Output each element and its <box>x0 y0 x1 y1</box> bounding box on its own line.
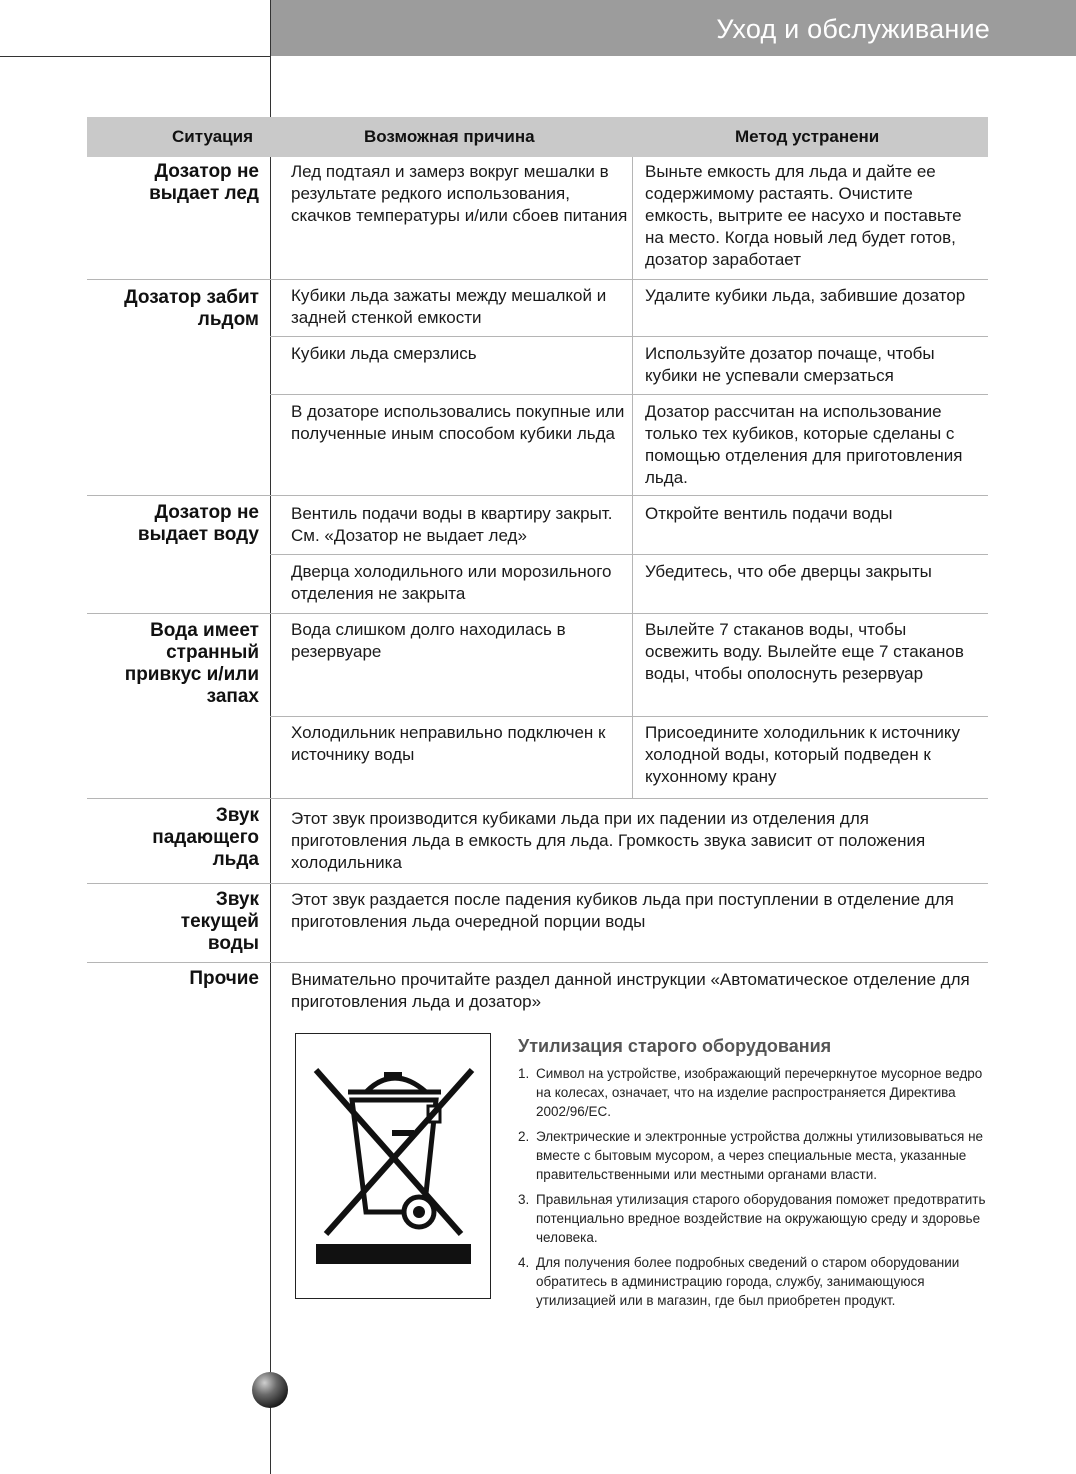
row-cause: Дверца холодильного или морозильного отделения не закрыта <box>291 562 612 603</box>
row-method: Выньте емкость для льда и дайте ее содержимому растаять. Очистите емкость, вытрите ее насухо и поставьте на место. Когда новый лед будет готов, дозатор заработает <box>645 162 962 269</box>
row-cause: В дозаторе использовались покупные или полученные иным способом кубики льда <box>291 402 625 443</box>
row-cause: Лед подтаял и замерз вокруг мешалки в результате редкого использования, скачков температуры и/или сбоев питания <box>291 162 628 225</box>
row-divider <box>87 962 988 963</box>
row-description: Этот звук производится кубиками льда при их падении из отделения для приготовления льда в емкость для льда. Громкость звука зависит от положения холодильника <box>291 809 926 872</box>
column-separator <box>632 157 633 279</box>
row-divider <box>87 883 988 884</box>
column-separator <box>632 279 633 495</box>
table-row <box>87 157 988 279</box>
crossed-out-wheelie-bin-icon <box>296 1034 490 1298</box>
row-method: Вылейте 7 стаканов воды, чтобы освежить воду. Вылейте еще 7 стаканов воды, чтобы ополоснуть резервуар <box>645 620 964 683</box>
table-row <box>87 279 988 495</box>
list-item: 2. Электрические и электронные устройства должны утилизовываться не вместе с бытовым мусором, а через специальные места, указанные правительственными или местными органами власти. <box>518 1129 984 1182</box>
row-situation: Звук текущей воды <box>180 889 259 954</box>
disposal-list <box>518 1064 998 1316</box>
sub-row-divider <box>270 554 988 555</box>
row-method: Присоедините холодильник к источнику холодной воды, который подведен к кухонному крану <box>645 723 960 786</box>
row-cause: Холодильник неправильно подключен к источнику воды <box>291 723 606 764</box>
row-cause: Кубики льда смерзлись <box>291 344 477 363</box>
row-cause: Кубики льда зажаты между мешалкой и задней стенкой емкости <box>291 286 607 327</box>
page-marker-ball <box>252 1372 288 1408</box>
page-section-title: Уход и обслуживание <box>716 14 990 44</box>
row-description: Внимательно прочитайте раздел данной инструкции «Автоматическое отделение для приготовления льда и дозатор» <box>291 970 970 1011</box>
disposal-title: Утилизация старого оборудования <box>518 1036 832 1056</box>
row-method: Дозатор рассчитан на использование только тех кубиков, которые сделаны с помощью отделения для приготовления льда. <box>645 402 963 487</box>
row-method: Откройте вентиль подачи воды <box>645 504 893 523</box>
row-situation: Вода имеет странный привкус и/или запах <box>124 620 259 707</box>
table-row <box>87 798 988 883</box>
row-divider <box>87 613 988 614</box>
row-method: Удалите кубики льда, забившие дозатор <box>645 286 966 305</box>
table-row <box>87 613 988 798</box>
column-header-situation: Ситуация <box>172 127 253 146</box>
row-description: Этот звук раздается после падения кубиков льда при поступлении в отделение для приготовления льда очередной порции воды <box>291 890 954 931</box>
sub-row-divider <box>270 716 988 717</box>
row-situation: Дозатор не выдает лед <box>149 161 259 204</box>
table-header <box>87 117 988 157</box>
table-row <box>87 883 988 962</box>
row-method: Используйте дозатор почаще, чтобы кубики не успевали смерзаться <box>645 344 935 385</box>
column-header-cause: Возможная причина <box>364 127 535 146</box>
list-item: 4. Для получения более подробных сведений о старом оборудовании обратитесь в администрацию города, службу, занимающуюся утилизацией или в магазин, где был приобретен продукт. <box>518 1255 960 1308</box>
row-situation: Прочие <box>189 968 259 989</box>
header-bar <box>270 0 1076 56</box>
row-divider <box>87 798 988 799</box>
table-row <box>87 495 988 613</box>
weee-symbol-frame <box>295 1033 491 1299</box>
row-divider <box>87 495 988 496</box>
column-header-method: Метод устранени <box>735 127 880 146</box>
row-method: Убедитесь, что обе дверцы закрыты <box>645 562 932 581</box>
sub-row-divider <box>270 336 988 337</box>
table-row <box>87 962 988 1020</box>
row-cause: Вода слишком долго находилась в резервуаре <box>291 620 566 661</box>
sub-row-divider <box>270 394 988 395</box>
row-situation: Дозатор не выдает воду <box>137 502 259 545</box>
row-situation: Дозатор забит льдом <box>124 287 259 330</box>
list-item: 1. Символ на устройстве, изображающий перечеркнутое мусорное ведро на колесах, означает, что на изделие распространяется Директива 2002/96/EC. <box>518 1066 983 1119</box>
row-divider <box>87 279 988 280</box>
row-cause: Вентиль подачи воды в квартиру закрыт. См. «Дозатор не выдает лед» <box>291 504 613 545</box>
header-rule <box>0 56 270 57</box>
row-situation: Звук падающего льда <box>152 805 259 870</box>
list-item: 3. Правильная утилизация старого оборудования поможет предотвратить потенциально вредное воздействие на окружающую среду и здоровье человека. <box>518 1192 986 1245</box>
column-separator <box>632 613 633 798</box>
